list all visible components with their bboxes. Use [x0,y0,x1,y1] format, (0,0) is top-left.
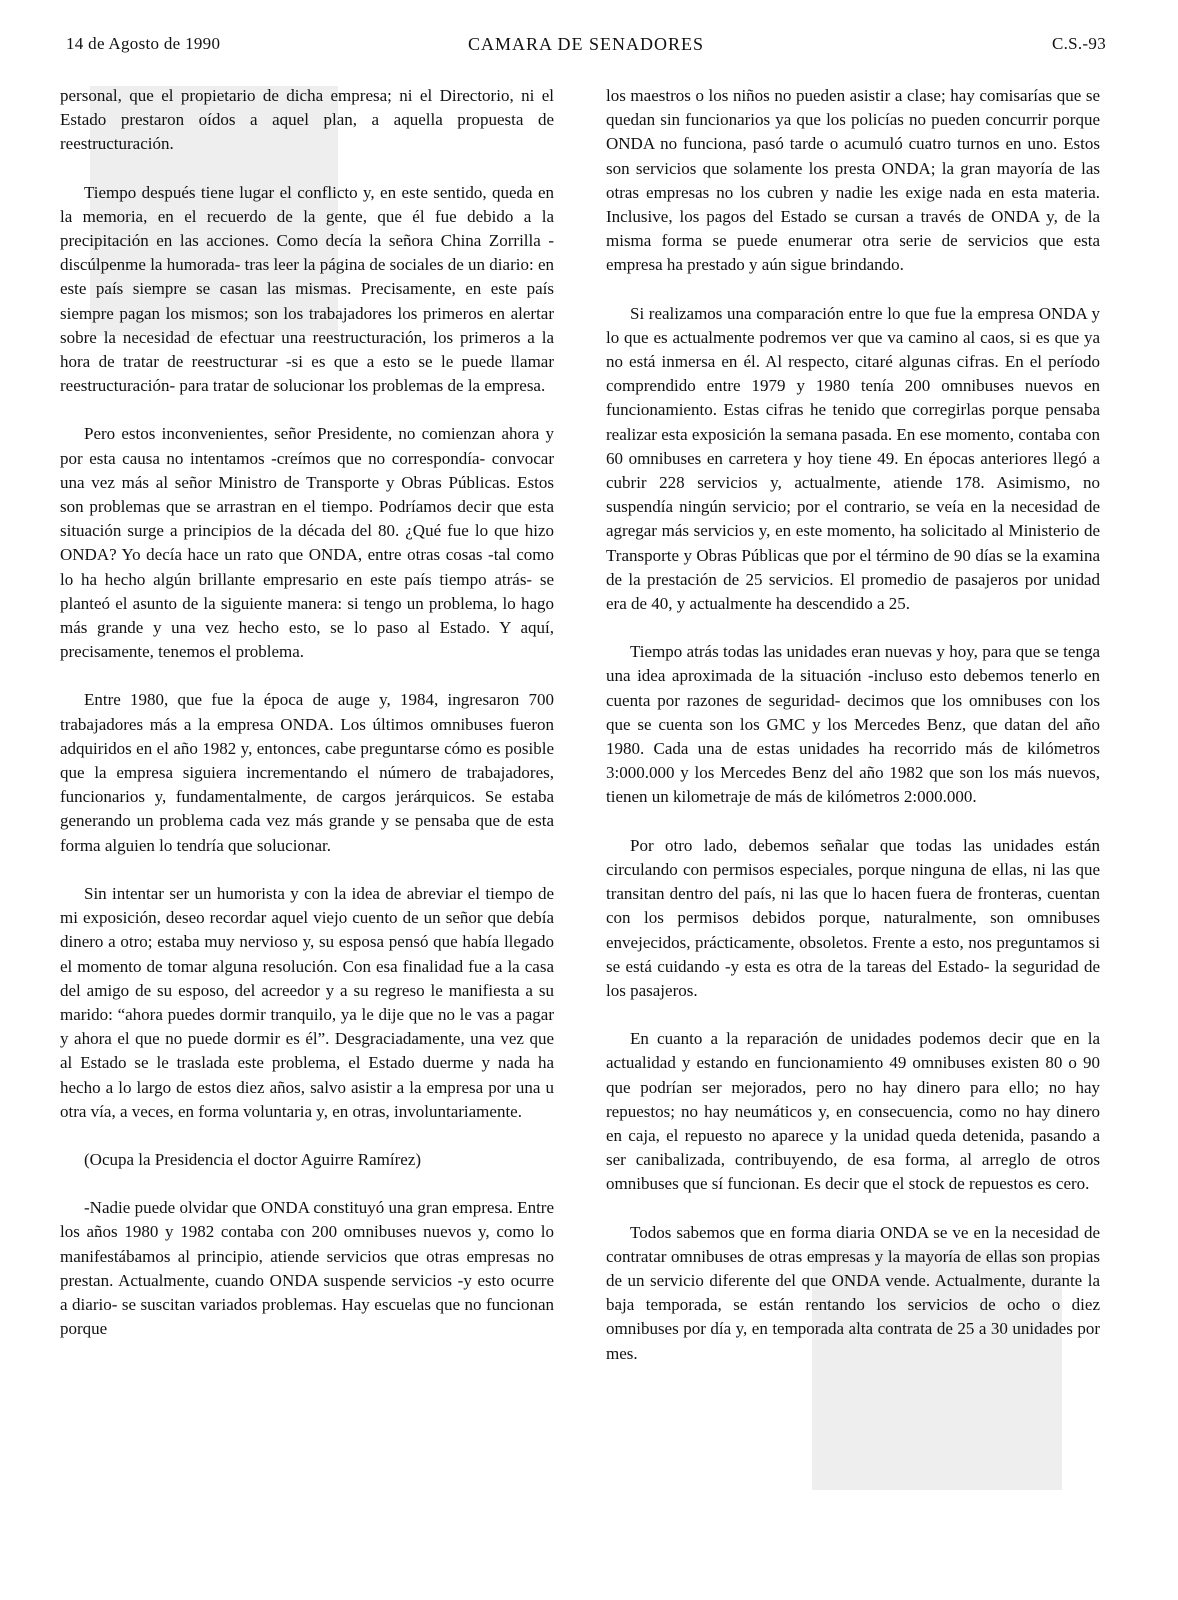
paragraph: personal, que el propietario de dicha empresa; ni el Directorio, ni el Estado prestaron oídos a aquel plan, a aquella propuesta de reestructuración. [60,86,554,154]
paragraph: Entre 1980, que fue la época de auge y, 1984, ingresaron 700 trabajadores más a la empresa ONDA. Los últimos omnibuses fueron adquiridos en el año 1982 y, entonces, cabe preguntarse cómo es posible que la empresa siguiera incrementando el número de trabajadores, funcionarios y, fundamentalmente, de cargos jerárquicos. Se estaba generando un problema cada vez más grande y se pensaba que de esta forma alguien lo tendría que solucionar. [60,690,554,855]
paragraph: los maestros o los niños no pueden asistir a clase; hay comisarías que se quedan sin funcionarios ya que los policías no pueden concurrir porque ONDA no funciona, pasó tarde o acumuló cuatro turnos en uno. Estos son servicios que solamente los presta ONDA; la gran mayoría de las otras empresas no los cubren y nadie les exige nada en esta materia. Inclusive, los pagos del Estado se cursan a través de ONDA y, de la misma forma se puede enumerar otra serie de servicios que esta empresa ha prestado y aún sigue brindando. [606,86,1100,275]
page-header [66,34,1106,60]
paragraph: En cuanto a la reparación de unidades podemos decir que en la actualidad y estando en funcionamiento 49 omnibuses existen 80 o 90 que podrían ser mejorados, pero no hay dinero para ello; no hay repuestos; no hay neumáticos y, en consecuencia, como no hay dinero en caja, el repuesto no aparece y la unidad queda detenida, pasando a ser canibalizada, contribuyendo, de esa forma, al arreglo de otros omnibuses que sí funcionan. Es decir que el stock de repuestos es cero. [606,1029,1100,1194]
paragraph: Tiempo atrás todas las unidades eran nuevas y hoy, para que se tenga una idea aproximada de la situación -incluso esto debemos tenerlo en cuenta por razones de seguridad- decimos que los omnibuses con los que se cuenta son los GMC y los Mercedes Benz, que datan del año 1980. Cada una de estas unidades ha recorrido más de kilómetros 3:000.000 y los Mercedes Benz del año 1982 que son los más nuevos, tienen un kilometraje de más de kilómetros 2:000.000. [606,642,1100,807]
right-column [606,84,1100,1564]
paragraph: Todos sabemos que en forma diaria ONDA se ve en la necesidad de contratar omnibuses de otras empresas y la mayoría de ellas son propias de un servicio diferente del que ONDA vende. Actualmente, durante la baja temporada, se están rentando los servicios de ocho o diez omnibuses por día y, en temporada alta contrata de 25 a 30 unidades por mes. [606,1222,1100,1363]
header-page-number: C.S.-93 [1051,34,1106,53]
presidency-note: (Ocupa la Presidencia el doctor Aguirre Ramírez) [84,1149,422,1169]
paragraph: Por otro lado, debemos señalar que todas las unidades están circulando con permisos especiales, porque ninguna de ellas, ni las que transitan dentro del país, ni las que lo hacen fuera de fronteras, cuentan con los permisos debidos porque, naturalmente, son omnibuses envejecidos, prácticamente, obsoletos. Frente a esto, nos preguntamos si se está cuidando -y esta es otra de la tareas del Estado- la seguridad de los pasajeros. [606,835,1100,1000]
paragraph: Tiempo después tiene lugar el conflicto y, en este sentido, queda en la memoria, en el recuerdo de la gente, que él fue debido a la precipitación en las acciones. Como decía la señora China Zorrilla -discúlpenme la humorada- tras leer la página de sociales de un diario: en este país siempre se casan las mismas. Precisamente, en este país siempre pagan los mismos; son los trabajadores los primeros en alertar sobre la necesidad de efectuar una reestructuración, los primeros a la hora de tratar de reestructurar -si es que a esto se le puede llamar reestructuración- para tratar de solucionar los problemas de la empresa. [60,182,554,396]
paragraph: Si realizamos una comparación entre lo que fue la empresa ONDA y lo que es actualmente podremos ver que va camino al caos, si es que ya no está inmersa en él. Al respecto, citaré algunas cifras. En el período comprendido entre 1979 y 1980 tenía 200 omnibuses nuevos en funcionamiento. Estas cifras he tenido que corregirlas porque pensaba realizar esta exposición la semana pasada. En ese momento, contaba con 60 omnibuses en carretera y hoy tiene 49. En épocas anteriores llegó a cubrir 228 servicios y, actualmente, atiende 178. Asimismo, no suspendía ningún servicio; por el contrario, se veía en la necesidad de agregar más servicios y, en este momento, ha solicitado al Ministerio de Transporte y Obras Públicas que por el término de 90 días se la examina de la prestación de 25 servicios. El promedio de pasajeros por unidad era de 40, y actualmente ha descendido a 25. [606,303,1100,614]
header-date: 14 de Agosto de 1990 [66,34,221,53]
header-chamber: CAMARA DE SENADORES [467,34,705,54]
paragraph: Sin intentar ser un humorista y con la idea de abreviar el tiempo de mi exposición, deseo recordar aquel viejo cuento de un señor que debía dinero a otro; estaba muy nervioso y, su esposa pensó que había llegado el momento de tomar alguna resolución. Con esa finalidad fue a la casa del amigo de su esposo, del acreedor y a su regreso le manifiesta a su marido: “ahora puedes dormir tranquilo, ya le dije que no le vas a pagar y ahora el que no puede dormir es él”. Desgraciadamente, una vez que al Estado se le traslada este problema, el Estado duerme y nada ha hecho a lo largo de estos diez años, salvo asistir a la empresa por una u otra vía, a veces, en forma voluntaria y, en otras, involuntariamente. [60,883,554,1121]
paragraph: Pero estos inconvenientes, señor Presidente, no comienzan ahora y por esta causa no intentamos -creímos que no correspondía- convocar una vez más al señor Ministro de Transporte y Obras Públicas. Estos son problemas que se arrastran en el tiempo. Podríamos decir que esta situación surge a principios de la década del 80. ¿Qué fue lo que hizo ONDA? Yo decía hace un rato que ONDA, entre otras cosas -tal como lo ha hecho algún brillante empresario en este país tiempo atrás- se planteó el asunto de la siguiente manera: si tengo un problema, lo hago más grande y una vez hecho esto, se lo paso al Estado. Y aquí, precisamente, tenemos el problema. [60,424,554,662]
paragraph: -Nadie puede olvidar que ONDA constituyó una gran empresa. Entre los años 1980 y 1982 contaba con 200 omnibuses nuevos y, como lo manifestábamos al principio, atiende servicios que otras empresas no prestan. Actualmente, cuando ONDA suspende servicios -y esto ocurre a diario- se suscitan variados problemas. Hay escuelas que no funcionan porque [60,1198,554,1339]
left-column [60,84,554,1564]
